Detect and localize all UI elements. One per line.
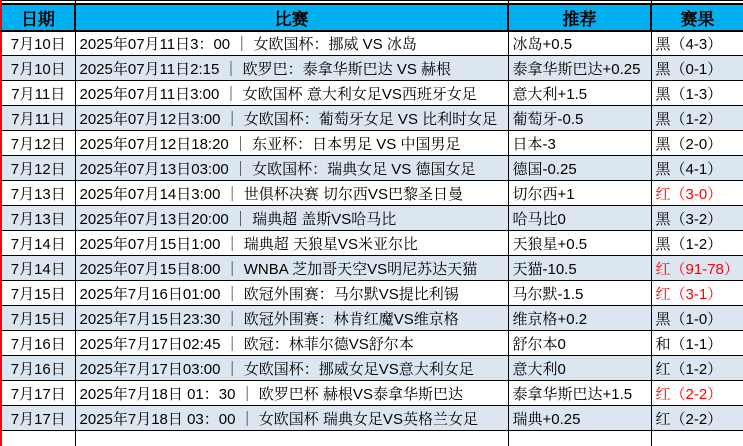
date-cell: 7月13日 xyxy=(1,181,75,206)
column-header-result: 赛果 xyxy=(651,4,743,31)
match-cell: 2025年07月13日20:00 ｜ 瑞典超 盖斯VS哈马比 xyxy=(75,206,508,231)
table-row xyxy=(1,256,743,281)
date-cell: 7月12日 xyxy=(1,131,75,156)
date-cell: 7月11日 xyxy=(1,81,75,106)
pick-cell: 舒尔本0 xyxy=(508,331,651,356)
table-row xyxy=(1,56,743,81)
table-row xyxy=(1,106,743,131)
date-cell: 7月13日 xyxy=(1,206,75,231)
date-cell: 7月11日 xyxy=(1,106,75,131)
pick-cell: 葡萄牙-0.5 xyxy=(508,106,651,131)
table-row xyxy=(1,281,743,306)
match-cell: 2025年7月18日 03：00 ｜ 女欧国杯 瑞典女足VS英格兰女足 xyxy=(75,406,508,431)
match-cell: 2025年07月12日3:00 ｜ 女欧国杯：葡萄牙女足 VS 比利时女足 xyxy=(75,106,508,131)
table-row xyxy=(1,156,743,181)
table-row xyxy=(1,231,743,256)
date-cell: 7月17日 xyxy=(1,406,75,431)
pick-cell: 意大利+1.5 xyxy=(508,81,651,106)
table-row xyxy=(1,181,743,206)
pick-cell: 日本-3 xyxy=(508,131,651,156)
result-cell: 黑（1-2） xyxy=(651,106,743,131)
date-cell: 7月15日 xyxy=(1,306,75,331)
date-cell: 7月15日 xyxy=(1,281,75,306)
pick-cell: 切尔西+1 xyxy=(508,181,651,206)
result-cell: 红（2-2） xyxy=(651,406,743,431)
match-cell: 2025年7月15日23:30 ｜ 欧冠外围赛：林肯红魔VS维京格 xyxy=(75,306,508,331)
table-row xyxy=(1,31,743,56)
match-cell: 2025年7月18日 01：30 ｜ 欧罗巴杯 赫根VS泰拿华斯巴达 xyxy=(75,381,508,406)
partial-row-bottom xyxy=(1,431,743,446)
date-cell: 7月12日 xyxy=(1,156,75,181)
match-cell: 2025年07月11日3：00 ｜ 女欧国杯：挪威 VS 冰岛 xyxy=(75,31,508,56)
result-cell: 红（1-2） xyxy=(651,356,743,381)
result-cell: 黑（0-1） xyxy=(651,56,743,81)
result-cell: 红（3-1） xyxy=(651,281,743,306)
result-cell: 红（3-0） xyxy=(651,181,743,206)
table-row xyxy=(1,131,743,156)
match-cell: 2025年07月11日2:15 ｜ 欧罗巴：泰拿华斯巴达 VS 赫根 xyxy=(75,56,508,81)
date-cell: 7月16日 xyxy=(1,331,75,356)
result-cell: 黑（1-2） xyxy=(651,231,743,256)
table-row xyxy=(1,356,743,381)
table-row xyxy=(1,81,743,106)
date-cell: 7月10日 xyxy=(1,56,75,81)
match-cell: 2025年7月17日03:00 ｜ 女欧国杯：挪威女足VS意大利女足 xyxy=(75,356,508,381)
match-cell: 2025年07月15日1:00 ｜ 瑞典超 天狼星VS米亚尔比 xyxy=(75,231,508,256)
pick-cell: 泰拿华斯巴达+1.5 xyxy=(508,381,651,406)
date-cell: 7月16日 xyxy=(1,356,75,381)
match-cell: 2025年07月11日3:00 ｜ 女欧国杯 意大利女足VS西班牙女足 xyxy=(75,81,508,106)
result-cell: 黑（3-2） xyxy=(651,206,743,231)
pick-cell: 冰岛+0.5 xyxy=(508,31,651,56)
pick-cell: 德国-0.25 xyxy=(508,156,651,181)
match-cell: 2025年07月14日3:00 ｜ 世俱杯决赛 切尔西VS巴黎圣日曼 xyxy=(75,181,508,206)
match-cell: 2025年7月16日01:00 ｜ 欧冠外围赛：马尔默VS提比利锡 xyxy=(75,281,508,306)
column-header-date: 日期 xyxy=(1,4,75,31)
match-cell: 2025年07月13日03:00 ｜ 女欧国杯：瑞典女足 VS 德国女足 xyxy=(75,156,508,181)
pick-cell: 瑞典+0.25 xyxy=(508,406,651,431)
pick-cell: 天狼星+0.5 xyxy=(508,231,651,256)
result-cell: 黑（1-0） xyxy=(651,306,743,331)
spacer-cell xyxy=(1,431,75,446)
table-row xyxy=(1,406,743,431)
result-cell: 和（1-1） xyxy=(651,331,743,356)
table-row xyxy=(1,306,743,331)
date-cell: 7月14日 xyxy=(1,256,75,281)
result-cell: 黑（1-3） xyxy=(651,81,743,106)
pick-cell: 泰拿华斯巴达+0.25 xyxy=(508,56,651,81)
date-cell: 7月14日 xyxy=(1,231,75,256)
pick-cell: 哈马比0 xyxy=(508,206,651,231)
spacer-cell xyxy=(651,431,743,446)
match-cell: 2025年07月12日18:20 ｜ 东亚杯：日本男足 VS 中国男足 xyxy=(75,131,508,156)
pick-cell: 天猫-10.5 xyxy=(508,256,651,281)
pick-cell: 马尔默-1.5 xyxy=(508,281,651,306)
pick-cell: 意大利0 xyxy=(508,356,651,381)
date-cell: 7月10日 xyxy=(1,31,75,56)
spacer-cell xyxy=(508,431,651,446)
match-cell: 2025年7月17日02:45 ｜ 欧冠：林菲尔德VS舒尔本 xyxy=(75,331,508,356)
table-row xyxy=(1,331,743,356)
table-row xyxy=(1,381,743,406)
spacer-cell xyxy=(75,431,508,446)
result-cell: 黑（4-3） xyxy=(651,31,743,56)
result-cell: 红（2-2） xyxy=(651,381,743,406)
header-row xyxy=(1,4,743,31)
column-header-match: 比赛 xyxy=(75,4,508,31)
result-cell: 黑（4-1） xyxy=(651,156,743,181)
match-cell: 2025年07月15日8:00 ｜ WNBA 芝加哥天空VS明尼苏达天猫 xyxy=(75,256,508,281)
pick-cell: 维京格+0.2 xyxy=(508,306,651,331)
table-row xyxy=(1,206,743,231)
result-cell: 黑（2-0） xyxy=(651,131,743,156)
column-header-pick: 推荐 xyxy=(508,4,651,31)
date-cell: 7月17日 xyxy=(1,381,75,406)
result-cell: 红（91-78） xyxy=(651,256,743,281)
